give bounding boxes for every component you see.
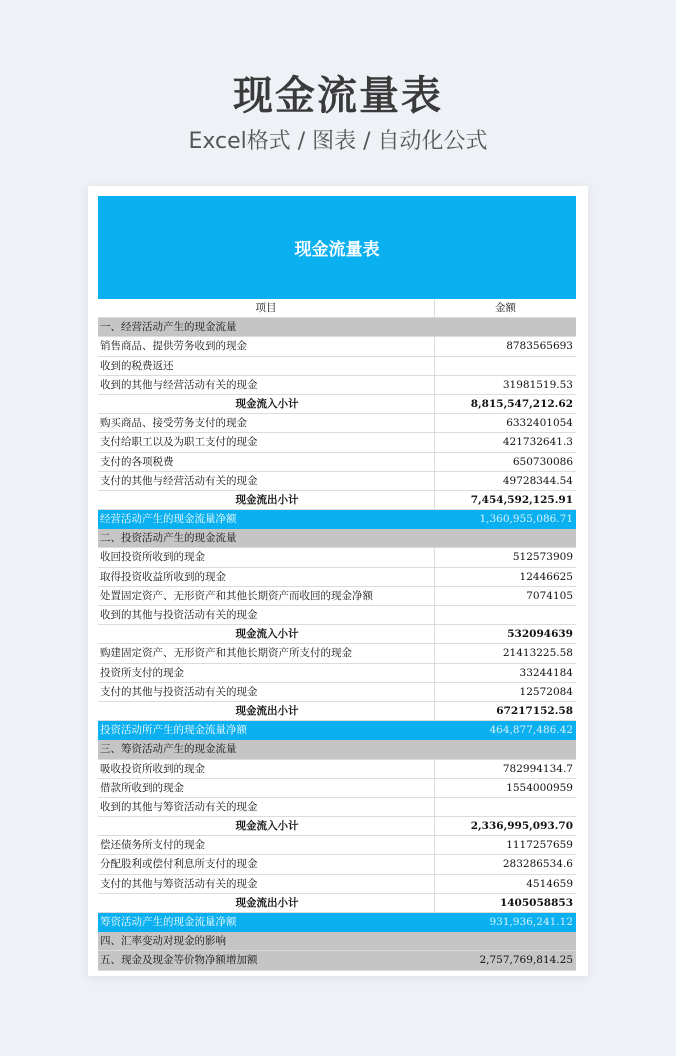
row-amount-cell bbox=[435, 798, 576, 816]
row-label-cell: 三、筹资活动产生的现金流量 bbox=[98, 740, 435, 758]
row-amount-cell: 421732641.3 bbox=[502, 436, 573, 449]
table-row bbox=[98, 587, 576, 606]
table-row bbox=[98, 337, 576, 356]
subtotal-row bbox=[98, 894, 576, 913]
table-row bbox=[98, 779, 576, 798]
row-amount-cell: 1117257659 bbox=[506, 839, 573, 852]
row-label-cell: 借款所收到的现金 bbox=[98, 779, 435, 797]
row-label-cell: 经营活动产生的现金流量净额 bbox=[98, 510, 435, 528]
subtotal-row bbox=[98, 395, 576, 414]
net-cashflow-row bbox=[98, 510, 576, 529]
sheet-title: 现金流量表 bbox=[294, 240, 380, 260]
column-header-row bbox=[98, 299, 576, 318]
table-row bbox=[98, 453, 576, 472]
row-label-cell: 偿还债务所支付的现金 bbox=[98, 836, 435, 854]
table-row bbox=[98, 875, 576, 894]
row-label-cell: 现金流出小计 bbox=[98, 702, 435, 720]
row-amount-cell: 782994134.7 bbox=[502, 762, 573, 775]
table-row bbox=[98, 568, 576, 587]
row-amount-cell: 12446625 bbox=[519, 570, 573, 583]
row-amount-cell bbox=[435, 318, 576, 336]
row-label-cell: 五、现金及现金等价物净额增加额 bbox=[98, 951, 435, 969]
row-label-cell: 支付给职工以及为职工支付的现金 bbox=[98, 433, 435, 451]
row-amount-cell bbox=[435, 529, 576, 547]
table-row bbox=[98, 357, 576, 376]
row-amount-cell: 7,454,592,125.91 bbox=[470, 493, 573, 506]
row-label-cell: 销售商品、提供劳务收到的现金 bbox=[98, 337, 435, 355]
row-amount-cell: 7074105 bbox=[526, 589, 573, 602]
section-row bbox=[98, 951, 576, 970]
row-amount-cell: 512573909 bbox=[512, 551, 573, 564]
table-row bbox=[98, 548, 576, 567]
section-row bbox=[98, 318, 576, 337]
subtotal-row bbox=[98, 817, 576, 836]
row-amount-cell bbox=[435, 357, 576, 375]
row-label-cell: 支付的各项税费 bbox=[98, 453, 435, 471]
section-row bbox=[98, 932, 576, 951]
row-amount-cell: 1405058853 bbox=[499, 896, 573, 909]
row-label-cell: 现金流入小计 bbox=[98, 817, 435, 835]
row-amount-cell: 31981519.53 bbox=[502, 378, 573, 391]
row-label-cell: 现金流入小计 bbox=[98, 625, 435, 643]
row-label-cell: 支付的其他与投资活动有关的现金 bbox=[98, 683, 435, 701]
row-label-cell: 购建固定资产、无形资产和其他长期资产所支付的现金 bbox=[98, 644, 435, 662]
row-label-cell: 一、经营活动产生的现金流量 bbox=[98, 318, 435, 336]
row-amount-cell: 464,877,486.42 bbox=[489, 724, 573, 737]
row-amount-cell: 931,936,241.12 bbox=[489, 916, 573, 928]
table-row bbox=[98, 376, 576, 395]
row-label-cell: 现金流出小计 bbox=[98, 894, 435, 912]
row-amount-cell: 1,360,955,086.71 bbox=[479, 513, 573, 526]
sheet-banner bbox=[98, 196, 576, 299]
page-subtitle: Excel格式 / 图表 / 自动化公式 bbox=[188, 129, 488, 154]
row-label-cell: 收回投资所收到的现金 bbox=[98, 548, 435, 566]
row-amount-cell: 1554000959 bbox=[506, 781, 573, 794]
row-label-cell: 处置固定资产、无形资产和其他长期资产而收回的现金净额 bbox=[98, 587, 435, 605]
row-amount-cell: 2,757,769,814.25 bbox=[479, 954, 573, 967]
row-amount-cell: 67217152.58 bbox=[496, 704, 573, 717]
page-title: 现金流量表 bbox=[233, 73, 443, 119]
section-row bbox=[98, 529, 576, 548]
section-row bbox=[98, 740, 576, 759]
row-label-cell: 投资所支付的现金 bbox=[98, 664, 435, 682]
net-cashflow-row bbox=[98, 913, 576, 932]
table-row bbox=[98, 760, 576, 779]
column-header-amount: 金额 bbox=[495, 302, 516, 314]
row-amount-cell: 49728344.54 bbox=[502, 474, 573, 487]
row-label-cell: 收到的其他与投资活动有关的现金 bbox=[98, 606, 435, 624]
subtotal-row bbox=[98, 625, 576, 644]
row-amount-cell: 283286534.6 bbox=[502, 858, 573, 871]
row-label-cell: 收到的其他与经营活动有关的现金 bbox=[98, 376, 435, 394]
row-label-cell: 投资活动所产生的现金流量净额 bbox=[98, 721, 435, 739]
row-label-cell: 二、投资活动产生的现金流量 bbox=[98, 529, 435, 547]
row-label-cell: 筹资活动产生的现金流量净额 bbox=[98, 913, 435, 931]
row-label-cell: 四、汇率变动对现金的影响 bbox=[98, 932, 435, 950]
row-label-cell: 吸收投资所收到的现金 bbox=[98, 760, 435, 778]
row-amount-cell: 2,336,995,093.70 bbox=[470, 820, 573, 833]
row-label-cell: 收到的其他与筹资活动有关的现金 bbox=[98, 798, 435, 816]
table-body bbox=[98, 318, 576, 970]
table-row bbox=[98, 836, 576, 855]
row-label-cell: 收到的税费返还 bbox=[98, 357, 435, 375]
subtotal-row bbox=[98, 491, 576, 510]
table-row bbox=[98, 855, 576, 874]
row-amount-cell: 12572084 bbox=[519, 685, 573, 698]
net-cashflow-row bbox=[98, 721, 576, 740]
table-row bbox=[98, 414, 576, 433]
row-label-cell: 现金流出小计 bbox=[98, 491, 435, 509]
table-row bbox=[98, 798, 576, 817]
table-row bbox=[98, 644, 576, 663]
row-amount-cell bbox=[435, 606, 576, 624]
row-label-cell: 取得投资收益所收到的现金 bbox=[98, 568, 435, 586]
row-amount-cell: 4514659 bbox=[526, 877, 573, 890]
row-label-cell: 支付的其他与经营活动有关的现金 bbox=[98, 472, 435, 490]
row-label-cell: 现金流入小计 bbox=[98, 395, 435, 413]
table-row bbox=[98, 472, 576, 491]
column-header-item: 项目 bbox=[98, 299, 435, 317]
subtotal-row bbox=[98, 702, 576, 721]
row-amount-cell: 21413225.58 bbox=[502, 647, 573, 660]
table-row bbox=[98, 606, 576, 625]
cash-flow-sheet bbox=[98, 196, 576, 971]
row-amount-cell: 650730086 bbox=[512, 455, 573, 468]
row-label-cell: 购买商品、接受劳务支付的现金 bbox=[98, 414, 435, 432]
row-amount-cell: 8783565693 bbox=[506, 340, 573, 353]
row-label-cell: 支付的其他与筹资活动有关的现金 bbox=[98, 875, 435, 893]
row-amount-cell bbox=[435, 932, 576, 950]
row-amount-cell: 6332401054 bbox=[506, 417, 573, 430]
row-amount-cell: 532094639 bbox=[507, 628, 573, 641]
table-row bbox=[98, 664, 576, 683]
row-amount-cell: 33244184 bbox=[519, 666, 573, 679]
table-row bbox=[98, 433, 576, 452]
table-row bbox=[98, 683, 576, 702]
row-amount-cell: 8,815,547,212.62 bbox=[470, 397, 573, 410]
row-amount-cell bbox=[435, 740, 576, 758]
row-label-cell: 分配股利或偿付利息所支付的现金 bbox=[98, 855, 435, 873]
